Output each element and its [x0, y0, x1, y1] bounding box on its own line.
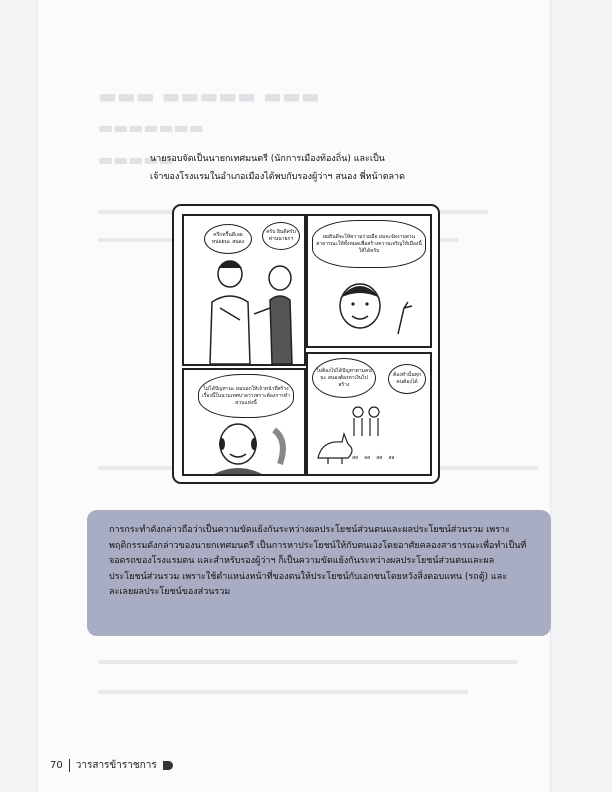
page-footer [50, 758, 173, 773]
bleed-through-text: ▬▬▬▬▬▬▬ [98, 118, 204, 137]
bald-man-illustration [184, 370, 304, 474]
small-label: สส [376, 455, 383, 461]
bleed-through-line [98, 690, 468, 694]
speech-bubble: ไม่ต้องไปได้ปัญหาตามคนนะ สนองต้องหาเงินไปสร้าง [312, 358, 376, 398]
speech-bubble: ครับ ยินดีครับท่านนายกฯ [262, 222, 300, 250]
journal-name: วารสารข้าราชการ [75, 760, 157, 771]
comic-panel-1 [182, 214, 306, 366]
summary-box [87, 510, 551, 636]
caption-line-1: นายรอบจัดเป็นนายกเทศมนตรี (นักการเมืองท้องถิ่น) และเป็น [150, 154, 385, 164]
footer-divider [69, 759, 70, 772]
page-number: 70 [50, 760, 63, 771]
speech-bubble: ครึกครื้นดีเลย หน่อยนะ สนอง [204, 224, 252, 254]
caption-line-2: เจ้าของโรงแรมในอำเภอเมืองได้พบกับรองผู้ว่าฯ สนอง พี่หน้าตลาด [150, 172, 405, 182]
small-label: ลส [364, 455, 371, 461]
bleed-through-text: ▬▬▬ ▬▬▬▬▬ ▬▬▬ [98, 84, 320, 108]
bleed-through-line [98, 660, 518, 664]
two-men-illustration [184, 216, 304, 364]
speech-bubble: ต้องทำนั้นทุกคนต้องได้ [388, 364, 426, 394]
small-label: สส [352, 455, 359, 461]
panel-4-labels [352, 454, 394, 462]
comic-strip [172, 204, 440, 484]
journal-logo-icon [163, 761, 173, 770]
summary-text: การกระทำดังกล่าวถือว่าเป็นความขัดแย้งกันระหว่างผลประโยชน์ส่วนตนและผลประโยชน์ส่วนรวม เพราะพฤติกรรมดังกล่าวของนายกเทศมนตรี เป็นการหาประโยชน์ให้กับตนเองโดยอาศัยคลองสาธารณะเพื่อทำเป็นที่จอดรถของโรงแรมตน และสำหรับรองผู้ว่าฯ ก็เป็นความขัดแย้งกันระหว่างผลประโยชน์ส่วนตนและผลประโยชน์ส่วนรวม เพราะใช้ตำแหน่งหน้าที่ของตนให้ประโยชน์กับเอกชนโดยหวังสิ่งตอบแทน (รถตู้) และละเลยผลประโยชน์ของส่วนรวม [109, 525, 527, 597]
comic-panel-4 [306, 352, 432, 476]
comic-panel-3 [182, 368, 306, 476]
comic-panel-2 [306, 214, 432, 348]
small-label: สส [388, 455, 395, 461]
bleed-through-text: ▬▬▬▬▬ [98, 150, 174, 169]
smiling-man-illustration [308, 216, 430, 346]
speech-bubble: ผมยินดีจะให้ความร่วมมือ ผมจะจัดงานสวนสาธารณะให้ทั้งหมดเพื่อสร้างความเจริญให้เมืองนี้ให้ได้ครับ [312, 220, 426, 268]
speech-bubble: ไม่ได้ปัญหานะ ผมบอกให้เจ้าหน้าที่สร้างเรื่องนี้ในนามเทศบาลว่าเพราะต้องการทำสวนแห่งนี้ [198, 374, 294, 418]
